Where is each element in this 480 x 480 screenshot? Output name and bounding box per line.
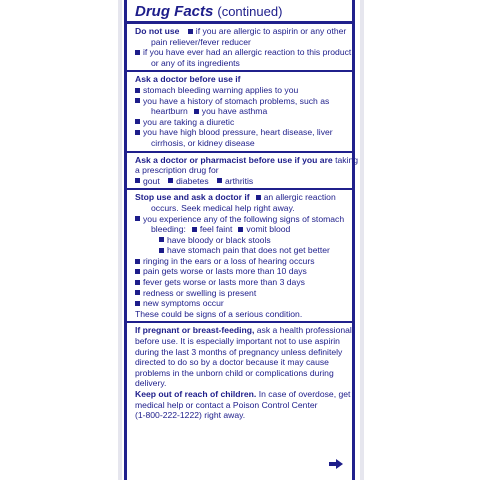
stop-use-section — [127, 190, 352, 323]
ask-doctor-item: you are taking a diuretic — [143, 116, 235, 127]
drug-facts-header — [127, 0, 352, 24]
do-not-use-section — [127, 24, 352, 72]
drug-item: gout — [143, 175, 160, 186]
stop-use-item: have bloody or black stools — [167, 234, 271, 245]
ask-doctor-item: you have high blood pressure, heart disease, liver — [143, 127, 333, 138]
ask-pharmacist-line: a prescription drug for — [135, 165, 219, 176]
pregnant-text: delivery. — [135, 378, 167, 389]
stop-use-item: occurs. Seek medical help right away. — [151, 202, 295, 213]
do-not-use-heading: Do not use — [135, 26, 180, 36]
pregnant-text: during the last 3 months of pregnancy unless definitely — [135, 346, 343, 357]
stop-use-item: vomit blood — [246, 224, 291, 235]
children-text: (1-800-222-1222) right away. — [135, 410, 246, 421]
ask-pharmacist-section — [127, 153, 359, 191]
bullet-icon — [135, 130, 140, 135]
bullet-icon — [192, 227, 197, 232]
bullet-icon — [217, 178, 222, 183]
stop-use-item: you experience any of the following signs of stomach — [143, 213, 345, 224]
ask-pharmacist-heading: Ask a doctor or pharmacist before use if you are — [135, 154, 333, 165]
do-not-use-item: pain reliever/fever reducer — [151, 36, 251, 47]
bullet-icon — [135, 290, 140, 295]
bullet-icon — [238, 227, 243, 232]
arrow-right-icon — [329, 459, 343, 469]
children-heading: Keep out of reach of children. — [135, 389, 257, 399]
right-edge-shadow — [360, 0, 364, 480]
bullet-icon — [135, 269, 140, 274]
bullet-icon — [256, 195, 261, 200]
stop-use-item: fever gets worse or lasts more than 3 days — [143, 277, 305, 288]
drug-item: arthritis — [225, 175, 254, 186]
continued-label: (continued) — [217, 4, 283, 19]
ask-pharmacist-tail: taking — [335, 154, 359, 165]
ask-doctor-item: you have a history of stomach problems, such as — [143, 95, 330, 106]
bullet-icon — [188, 29, 193, 34]
children-text: medical help or contact a Poison Control Center — [135, 399, 318, 410]
bullet-icon — [135, 98, 140, 103]
stop-use-item: an allergic reaction — [263, 192, 336, 203]
stop-use-item: pain gets worse or lasts more than 10 days — [143, 266, 307, 277]
bullet-icon — [159, 237, 164, 242]
children-text: In case of overdose, get — [258, 389, 351, 399]
do-not-use-item: or any of its ingredients — [151, 57, 240, 68]
ask-doctor-item: heartburn — [151, 106, 188, 117]
bullet-icon — [135, 216, 140, 221]
stop-use-item: redness or swelling is present — [143, 287, 257, 298]
stop-use-note: These could be signs of a serious condition. — [135, 308, 303, 319]
bullet-icon — [168, 178, 173, 183]
bullet-icon — [135, 50, 140, 55]
pregnant-text: directed to do so by a doctor because it may cause — [135, 357, 329, 368]
pregnancy-and-children-section — [127, 323, 352, 422]
do-not-use-item: if you have ever had an allergic reaction to this product — [143, 47, 352, 58]
bullet-icon — [194, 109, 199, 114]
bullet-icon — [135, 301, 140, 306]
stop-use-item: new symptoms occur — [143, 298, 224, 309]
ask-doctor-item: cirrhosis, or kidney disease — [151, 137, 255, 148]
stop-use-item: have stomach pain that does not get better — [167, 245, 330, 256]
left-edge-shadow — [118, 0, 122, 480]
drug-facts-panel — [124, 0, 359, 480]
right-margin — [358, 0, 480, 480]
left-margin — [0, 0, 124, 480]
drug-facts-title: Drug Facts — [135, 3, 214, 20]
stop-use-item: feel faint — [199, 224, 233, 235]
pregnant-text: before use. It is especially important not to use aspirin — [135, 336, 340, 347]
stop-use-item: ringing in the ears or a loss of hearing occurs — [143, 255, 315, 266]
stop-use-heading: Stop use and ask a doctor if — [135, 192, 250, 203]
pregnant-heading: If pregnant or breast-feeding, — [135, 325, 255, 336]
ask-doctor-item: you have asthma — [201, 106, 268, 117]
ask-doctor-section — [127, 72, 352, 152]
do-not-use-item: if you are allergic to aspirin or any other — [195, 26, 347, 36]
stop-use-item: bleeding: — [151, 224, 186, 235]
drug-item: diabetes — [176, 175, 209, 186]
ask-doctor-heading: Ask a doctor before use if — [135, 74, 241, 85]
pregnant-text: ask a health professional — [256, 325, 352, 336]
bullet-icon — [135, 259, 140, 264]
ask-doctor-item: stomach bleeding warning applies to you — [143, 84, 299, 95]
bullet-icon — [135, 88, 140, 93]
pregnant-text: problems in the unborn child or complications during — [135, 367, 334, 378]
bullet-icon — [159, 248, 164, 253]
bullet-icon — [135, 280, 140, 285]
bullet-icon — [135, 119, 140, 124]
bullet-icon — [135, 178, 140, 183]
